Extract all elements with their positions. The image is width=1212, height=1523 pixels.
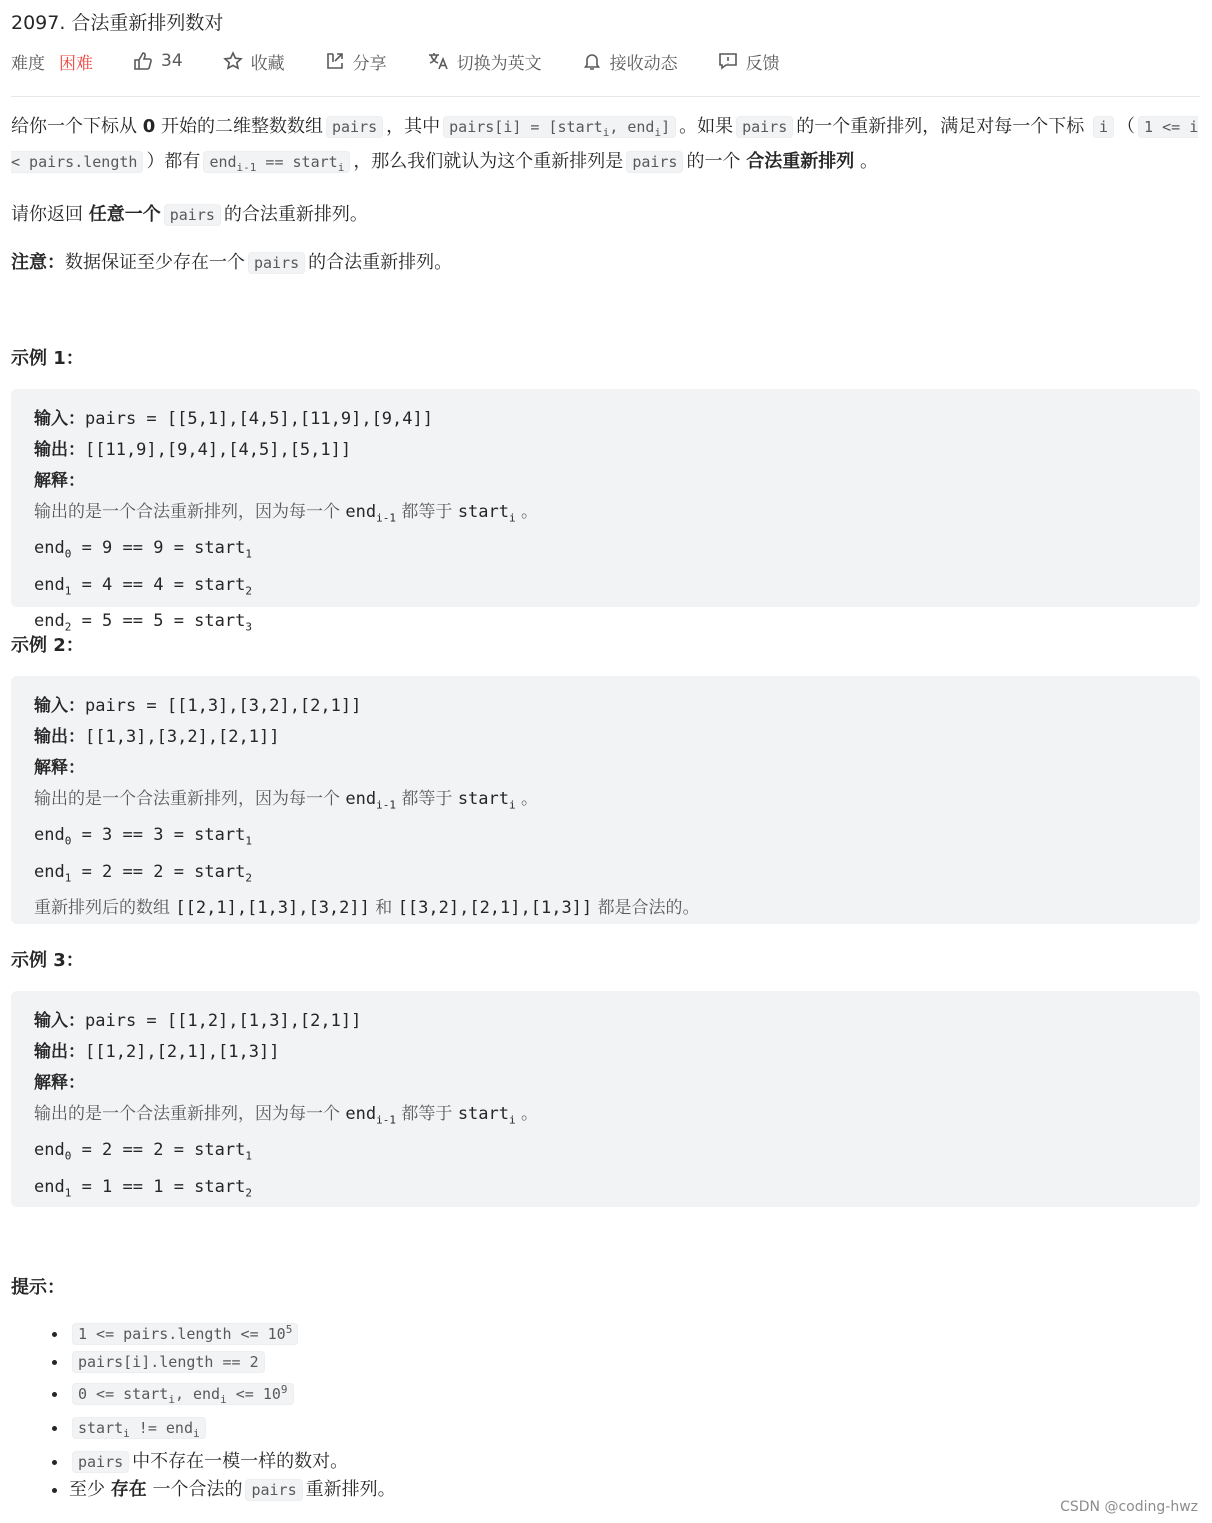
- subscript: 1: [64, 1186, 72, 1200]
- text: 重新排列。: [305, 1479, 396, 1500]
- inline-code: pairs: [72, 1451, 129, 1473]
- difficulty-label: 难度: [11, 53, 45, 74]
- example-input: [34, 1006, 1177, 1037]
- code-text: end: [345, 1104, 377, 1124]
- code-text: 1 <= pairs.length <= 10: [78, 1325, 286, 1343]
- text: 都是合法的。: [597, 898, 700, 919]
- bold-text: 存在: [110, 1479, 147, 1500]
- explanation-label: 解释：: [34, 471, 85, 491]
- favorite-label: 收藏: [250, 53, 285, 74]
- example-input: [34, 404, 1177, 435]
- text: 的合法重新排列。: [223, 204, 368, 225]
- desc-paragraph-2: [11, 200, 1200, 230]
- subscript: 2: [245, 584, 252, 598]
- code-text: end: [34, 825, 65, 846]
- text: ）都有: [146, 151, 201, 172]
- output-value: [[1,2],[2,1],[1,3]]: [85, 1042, 280, 1062]
- example-heading: 示例 3：: [11, 950, 84, 971]
- thumbs-up-icon: [133, 51, 153, 71]
- desc-note: [11, 248, 1200, 278]
- code-text: start: [457, 1104, 509, 1124]
- subscript: i: [220, 1393, 227, 1406]
- subscript: 2: [245, 871, 252, 885]
- switch-language-button[interactable]: [427, 49, 542, 74]
- code-text: end: [345, 502, 377, 522]
- subscript: 2: [64, 620, 72, 634]
- equation-line: [34, 820, 1177, 856]
- code-text: end: [34, 611, 65, 632]
- problem-description: [11, 112, 1200, 1504]
- code-text: start: [78, 1419, 124, 1437]
- code-text: ]: [661, 118, 671, 136]
- code-text: , end: [174, 1385, 221, 1403]
- code-text: end: [209, 153, 237, 171]
- inline-code: pairs: [248, 252, 305, 274]
- text: 输出的是一个合法重新排列，因为每一个: [34, 1104, 340, 1124]
- code-text: [[3,2],[2,1],[1,3]]: [397, 898, 593, 919]
- subscript: 0: [64, 1149, 72, 1163]
- input-value: pairs = [[1,2],[1,3],[2,1]]: [85, 1011, 362, 1031]
- explanation-extra: [34, 893, 1177, 924]
- list-item: [69, 1476, 1200, 1504]
- input-label: 输入：: [34, 1011, 85, 1031]
- inline-code: pairs[i].length == 2: [72, 1351, 265, 1373]
- equation-line: [34, 1135, 1177, 1171]
- code-text: = 2 == 2 = start: [71, 1140, 246, 1161]
- code-text: end: [345, 789, 377, 809]
- text: 输出的是一个合法重新排列，因为每一个: [34, 502, 340, 522]
- code-text: [457, 1104, 516, 1127]
- text: 给你一个下标从: [11, 116, 137, 137]
- subscript: 1: [245, 834, 252, 848]
- code-text: = 4 == 4 = start: [71, 574, 246, 595]
- code-text: start: [457, 502, 509, 522]
- list-item: [69, 1376, 1200, 1414]
- explanation-label: 解释：: [34, 1073, 85, 1093]
- equation-line: [34, 857, 1177, 893]
- output-value: [[11,9],[9,4],[4,5],[5,1]]: [85, 440, 352, 460]
- subscript: 1: [245, 547, 252, 561]
- example-block: [11, 389, 1200, 634]
- input-label: 输入：: [34, 696, 85, 716]
- desc-paragraph-1: [11, 112, 1200, 182]
- example-input: [34, 691, 1177, 722]
- inline-code: [72, 1417, 206, 1439]
- list-item: [69, 1348, 1200, 1376]
- code-text: = 2 == 2 = start: [71, 861, 246, 882]
- text: 的合法重新排列。: [308, 252, 453, 273]
- text: 。如果: [679, 116, 734, 137]
- equation-line: [34, 1172, 1177, 1208]
- subscript: i: [123, 1427, 130, 1440]
- share-label: 分享: [352, 53, 387, 74]
- example-heading: 示例 1：: [11, 348, 84, 369]
- code-text: end: [34, 861, 65, 882]
- example-heading: 示例 2：: [11, 635, 84, 656]
- feedback-label: 反馈: [745, 53, 780, 74]
- subscript: 1: [64, 871, 72, 885]
- text: 至少: [69, 1479, 105, 1500]
- subscript: i-1: [376, 1113, 396, 1127]
- output-label: 输出：: [34, 440, 85, 460]
- example-output: [34, 1037, 1177, 1068]
- explanation-label: 解释：: [34, 758, 85, 778]
- code-text: [345, 502, 396, 525]
- text: 的一个: [686, 151, 741, 172]
- star-icon: [223, 51, 243, 71]
- favorite-button[interactable]: [223, 49, 285, 74]
- code-text: end: [34, 574, 65, 595]
- text: 的一个重新排列，满足对每一个下标: [796, 116, 1085, 137]
- code-text: [457, 502, 516, 525]
- problem-title: 2097. 合法重新排列数对: [11, 12, 224, 34]
- difficulty-badge: 困难: [59, 53, 93, 74]
- input-label: 输入：: [34, 409, 85, 429]
- subscript: i: [193, 1427, 200, 1440]
- code-text: end: [34, 1140, 65, 1161]
- feedback-button[interactable]: [718, 49, 780, 74]
- subscript: 1: [64, 584, 72, 598]
- bold-text: 注意：: [11, 252, 65, 273]
- problem-meta-bar: [11, 48, 820, 74]
- input-value: pairs = [[1,3],[3,2],[2,1]]: [85, 696, 362, 716]
- code-text: = 9 == 9 = start: [71, 538, 246, 559]
- code-text: [[2,1],[1,3],[3,2]]: [175, 898, 370, 919]
- output-label: 输出：: [34, 1042, 85, 1062]
- inline-code: pairs: [736, 116, 793, 138]
- text: 输出的是一个合法重新排列，因为每一个: [34, 789, 340, 809]
- subscript: 0: [64, 547, 72, 561]
- list-item: [69, 1448, 1200, 1476]
- text: 中不存在一模一样的数对。: [132, 1451, 349, 1472]
- code-text: == start: [256, 153, 338, 171]
- code-text: = 5 == 5 = start: [71, 611, 246, 632]
- code-text: [345, 1104, 396, 1127]
- subscript: i-1: [376, 511, 396, 525]
- inline-code: [443, 116, 676, 138]
- subscript: 0: [64, 834, 72, 848]
- subscript: i: [509, 1113, 516, 1127]
- bold-text: 0: [142, 116, 156, 137]
- equation-line: [34, 533, 1177, 569]
- translate-icon: [427, 51, 449, 71]
- divider: [11, 96, 1200, 97]
- notify-label: 接收动态: [609, 53, 678, 74]
- code-text: 0 <= start: [78, 1385, 169, 1403]
- code-text: = 1 == 1 = start: [71, 1176, 246, 1197]
- code-text: start: [457, 789, 509, 809]
- text: 都等于: [401, 1104, 453, 1124]
- bell-icon: [582, 51, 602, 71]
- inline-code: [203, 151, 350, 173]
- notify-button[interactable]: [582, 49, 678, 74]
- output-value: [[1,3],[3,2],[2,1]]: [85, 727, 280, 747]
- code-text: != end: [129, 1419, 193, 1437]
- code-text: [345, 789, 396, 812]
- inline-code: [72, 1323, 298, 1345]
- text: 都等于: [401, 502, 453, 522]
- share-icon: [325, 51, 345, 71]
- feedback-icon: [718, 51, 738, 71]
- text: 一个合法的: [152, 1479, 243, 1500]
- text: （: [1117, 116, 1136, 137]
- code-text: [457, 789, 516, 812]
- superscript: 5: [285, 1323, 293, 1336]
- text: ，那么我们就认为这个重新排列是: [353, 151, 624, 172]
- subscript: i: [168, 1393, 175, 1406]
- bold-text: 合法重新排列: [746, 151, 855, 172]
- subscript: i: [602, 126, 610, 139]
- subscript: i: [509, 798, 516, 812]
- subscript: i-1: [236, 161, 257, 174]
- example-block: [11, 991, 1200, 1207]
- text: ，其中: [386, 116, 441, 137]
- constraints-list: [11, 1316, 1200, 1504]
- list-item: [69, 1414, 1200, 1448]
- code-text: end: [34, 538, 65, 559]
- example-output: [34, 722, 1177, 753]
- superscript: 9: [280, 1383, 288, 1396]
- constraints-heading: 提示：: [11, 1277, 65, 1298]
- watermark: CSDN @coding-hwz: [1060, 1499, 1198, 1515]
- explanation-text: [34, 1099, 1177, 1135]
- text: 开始的二维整数数组: [161, 116, 323, 137]
- explanation-text: [34, 784, 1177, 820]
- text: 。: [521, 1104, 539, 1124]
- inline-code: [72, 1383, 294, 1405]
- text: 。: [521, 789, 539, 809]
- equation-line: [34, 570, 1177, 606]
- inline-code: pairs: [626, 151, 683, 173]
- example-output: [34, 435, 1177, 466]
- output-label: 输出：: [34, 727, 85, 747]
- text: 都等于: [401, 789, 453, 809]
- text: 数据保证至少存在一个: [65, 252, 245, 273]
- text: 重新排列后的数组: [34, 898, 170, 919]
- subscript: 3: [245, 620, 252, 634]
- code-text: , end: [609, 118, 655, 136]
- subscript: i: [654, 126, 662, 139]
- text: 。: [521, 502, 539, 522]
- code-text: = 3 == 3 = start: [71, 825, 246, 846]
- bold-text: 任意一个: [88, 204, 161, 225]
- code-text: <= 10: [226, 1385, 281, 1403]
- inline-code: pairs: [326, 116, 383, 138]
- inline-code: i: [1093, 116, 1114, 138]
- subscript: i: [509, 511, 516, 525]
- subscript: 1: [245, 1149, 252, 1163]
- inline-code: pairs: [245, 1479, 302, 1501]
- input-value: pairs = [[5,1],[4,5],[11,9],[9,4]]: [85, 409, 433, 429]
- text: 请你返回: [11, 204, 83, 225]
- text: 。: [859, 151, 878, 172]
- inline-code: 1 <= i < pairs.length: [11, 118, 1199, 171]
- inline-code: pairs: [164, 204, 221, 226]
- list-item: [69, 1316, 1200, 1348]
- like-count: 34: [161, 51, 183, 71]
- switch-language-label: 切换为英文: [456, 53, 542, 74]
- code-text: pairs[i] = [start: [449, 118, 603, 136]
- like-button[interactable]: [133, 51, 183, 71]
- text: 和: [375, 898, 393, 919]
- explanation-text: [34, 497, 1177, 533]
- subscript: 2: [245, 1186, 252, 1200]
- subscript: i: [337, 161, 345, 174]
- code-text: end: [34, 1176, 65, 1197]
- share-button[interactable]: [325, 49, 387, 74]
- example-block: [11, 676, 1200, 924]
- subscript: i-1: [376, 798, 396, 812]
